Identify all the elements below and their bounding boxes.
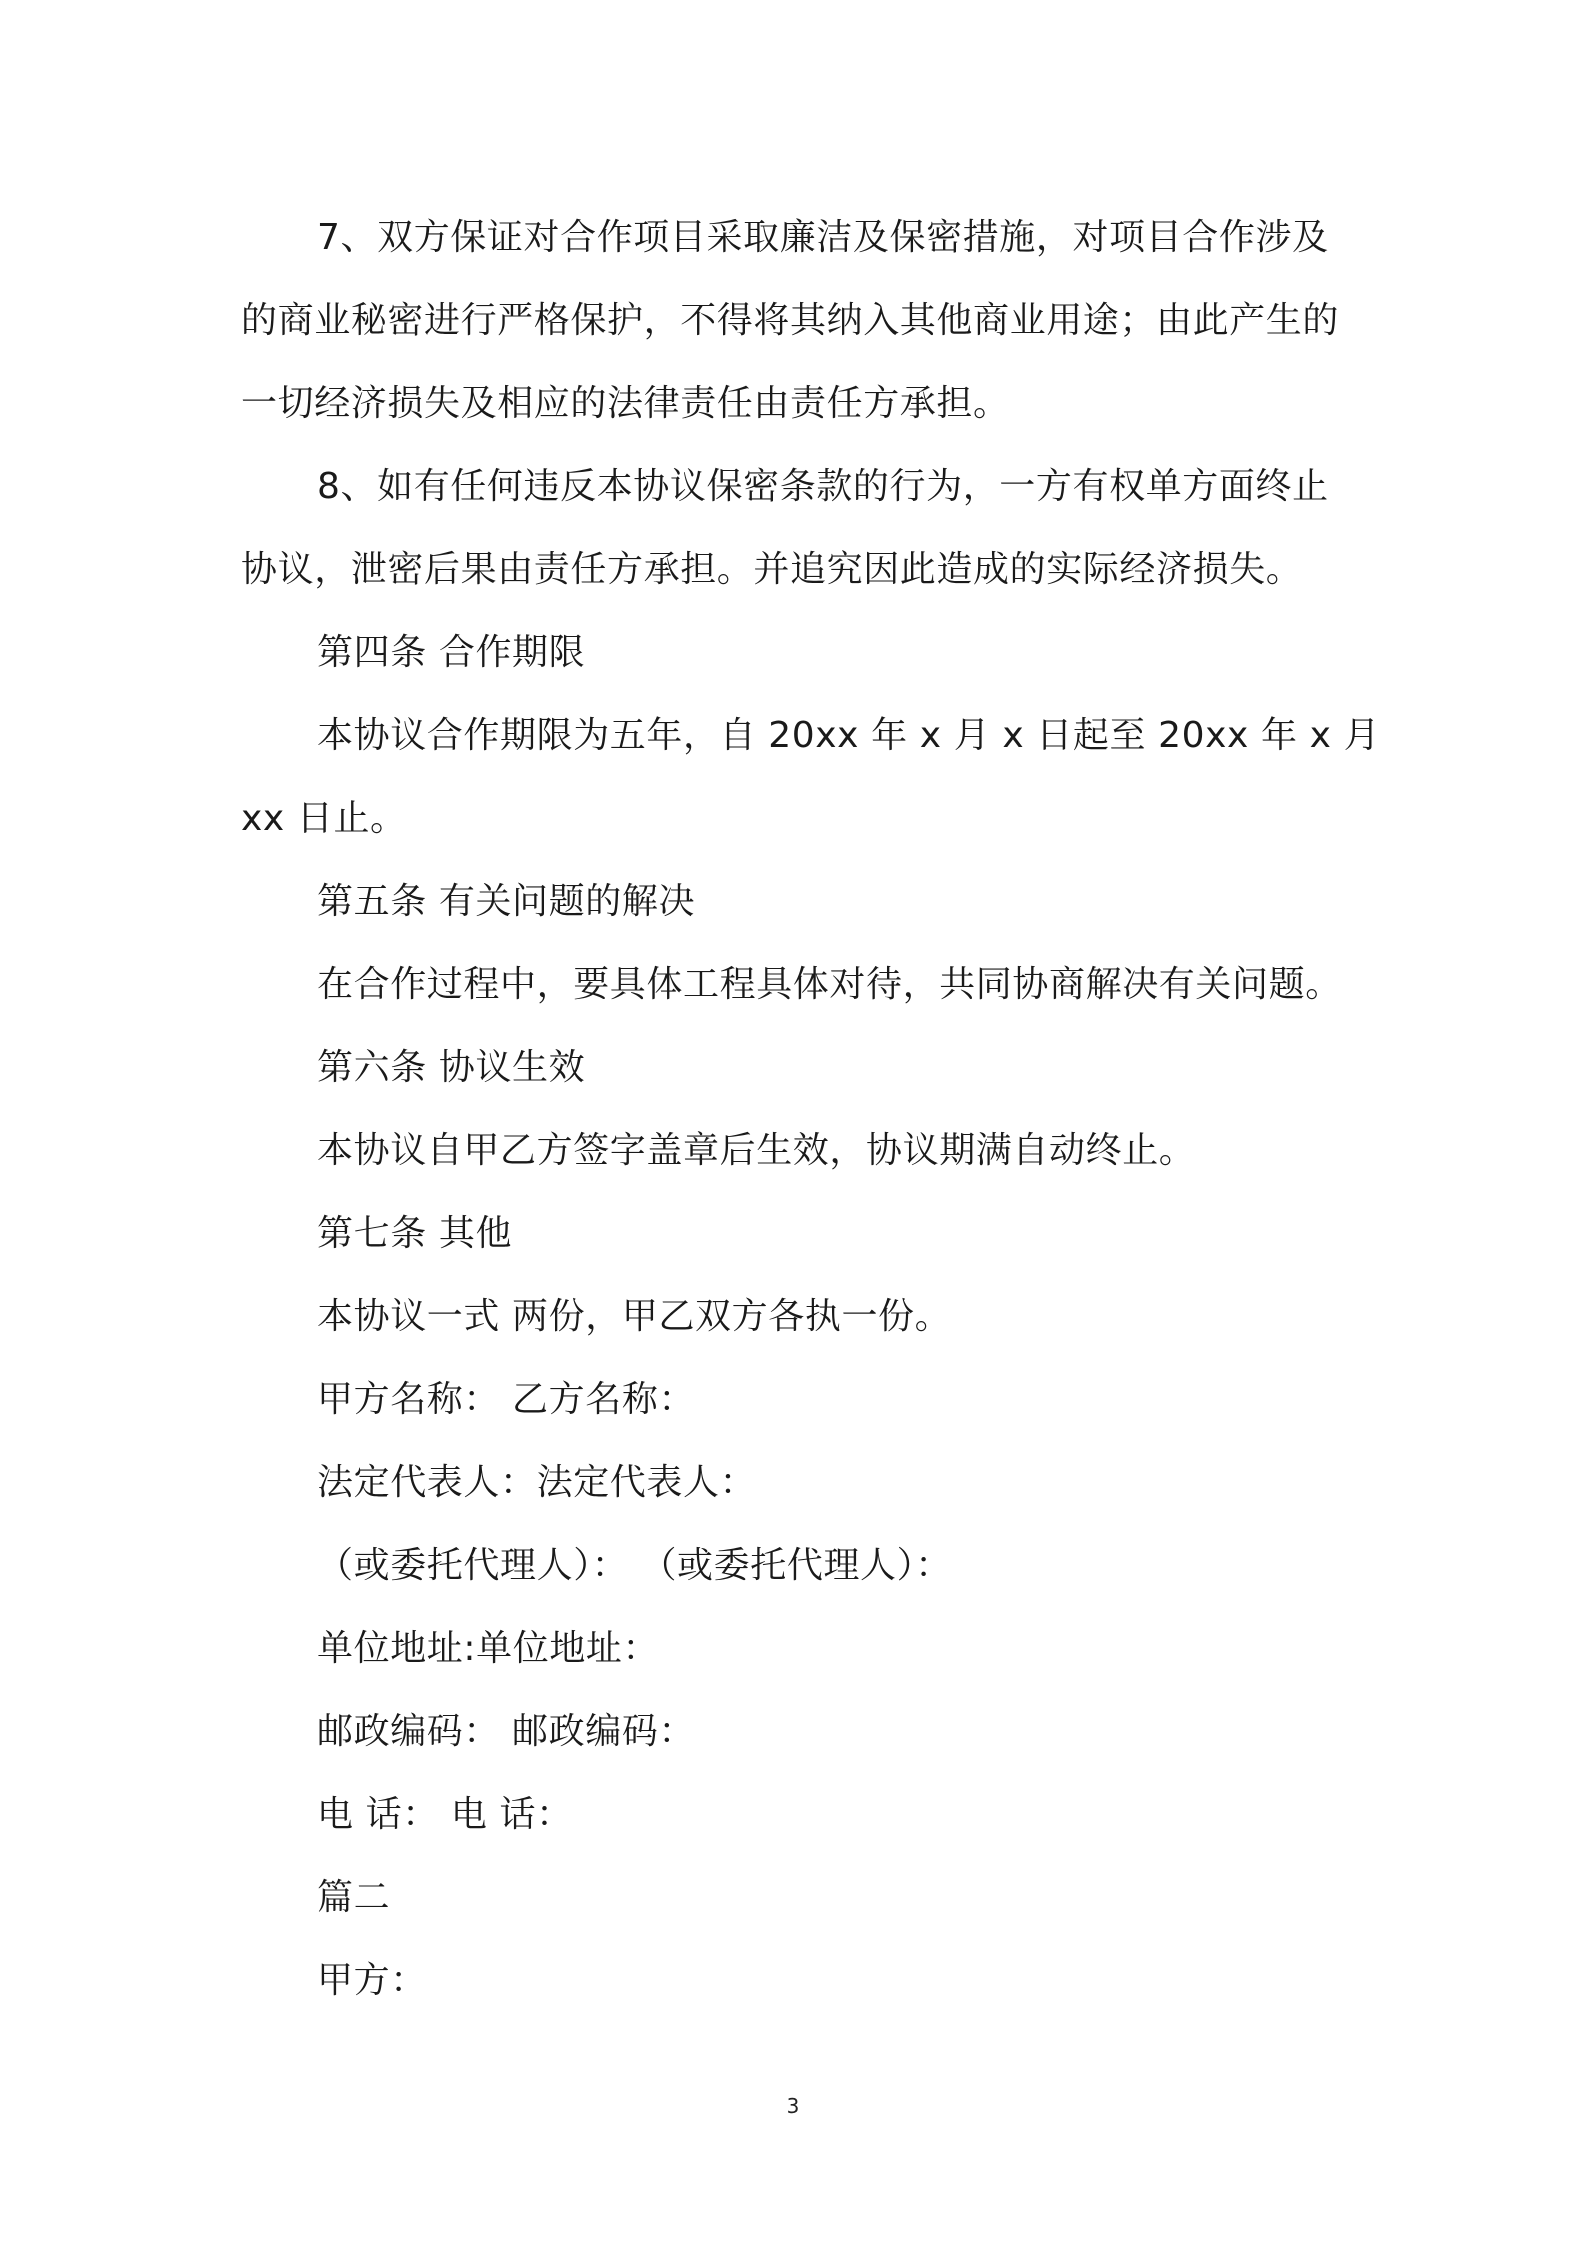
phone-field: 电 话： 电 话： bbox=[317, 1794, 573, 1835]
article-7-heading: 第七条 其他 bbox=[317, 1213, 513, 1254]
clause-8-line-1: 8、如有任何违反本协议保密条款的行为，一方有权单方面终止 bbox=[317, 466, 1329, 507]
article-6-heading: 第六条 协议生效 bbox=[317, 1047, 586, 1088]
article-6-text: 本协议自甲乙方签字盖章后生效，协议期满自动终止。 bbox=[317, 1130, 1196, 1171]
article-4-text-line-2: xx 日止。 bbox=[241, 798, 407, 839]
page-number: 3 bbox=[786, 2094, 800, 2118]
postal-code-field: 邮政编码： 邮政编码： bbox=[317, 1711, 696, 1752]
article-7-text: 本协议一式 两份，甲乙双方各执一份。 bbox=[317, 1296, 952, 1337]
party-a-field: 甲方： bbox=[317, 1960, 427, 2001]
clause-7-line-1: 7、双方保证对合作项目采取廉洁及保密措施，对项目合作涉及 bbox=[317, 217, 1329, 258]
legal-representative-field: 法定代表人：法定代表人： bbox=[317, 1462, 757, 1503]
article-4-text-line-1: 本协议合作期限为五年，自 20xx 年 x 月 x 日起至 20xx 年 x 月 bbox=[317, 715, 1381, 756]
article-4-heading: 第四条 合作期限 bbox=[317, 632, 586, 673]
address-field: 单位地址:单位地址： bbox=[317, 1628, 660, 1669]
article-5-heading: 第五条 有关问题的解决 bbox=[317, 881, 696, 922]
section-2-heading: 篇二 bbox=[317, 1877, 391, 1918]
clause-7-line-3: 一切经济损失及相应的法律责任由责任方承担。 bbox=[241, 383, 1010, 424]
article-5-text: 在合作过程中，要具体工程具体对待，共同协商解决有关问题。 bbox=[317, 964, 1342, 1005]
party-name-field: 甲方名称： 乙方名称： bbox=[317, 1379, 696, 1420]
document-body bbox=[241, 196, 1381, 2022]
authorized-agent-field: （或委托代理人）： （或委托代理人）： bbox=[317, 1545, 952, 1586]
clause-7-line-2: 的商业秘密进行严格保护，不得将其纳入其他商业用途；由此产生的 bbox=[241, 300, 1340, 341]
clause-8-line-2: 协议，泄密后果由责任方承担。并追究因此造成的实际经济损失。 bbox=[241, 549, 1303, 590]
